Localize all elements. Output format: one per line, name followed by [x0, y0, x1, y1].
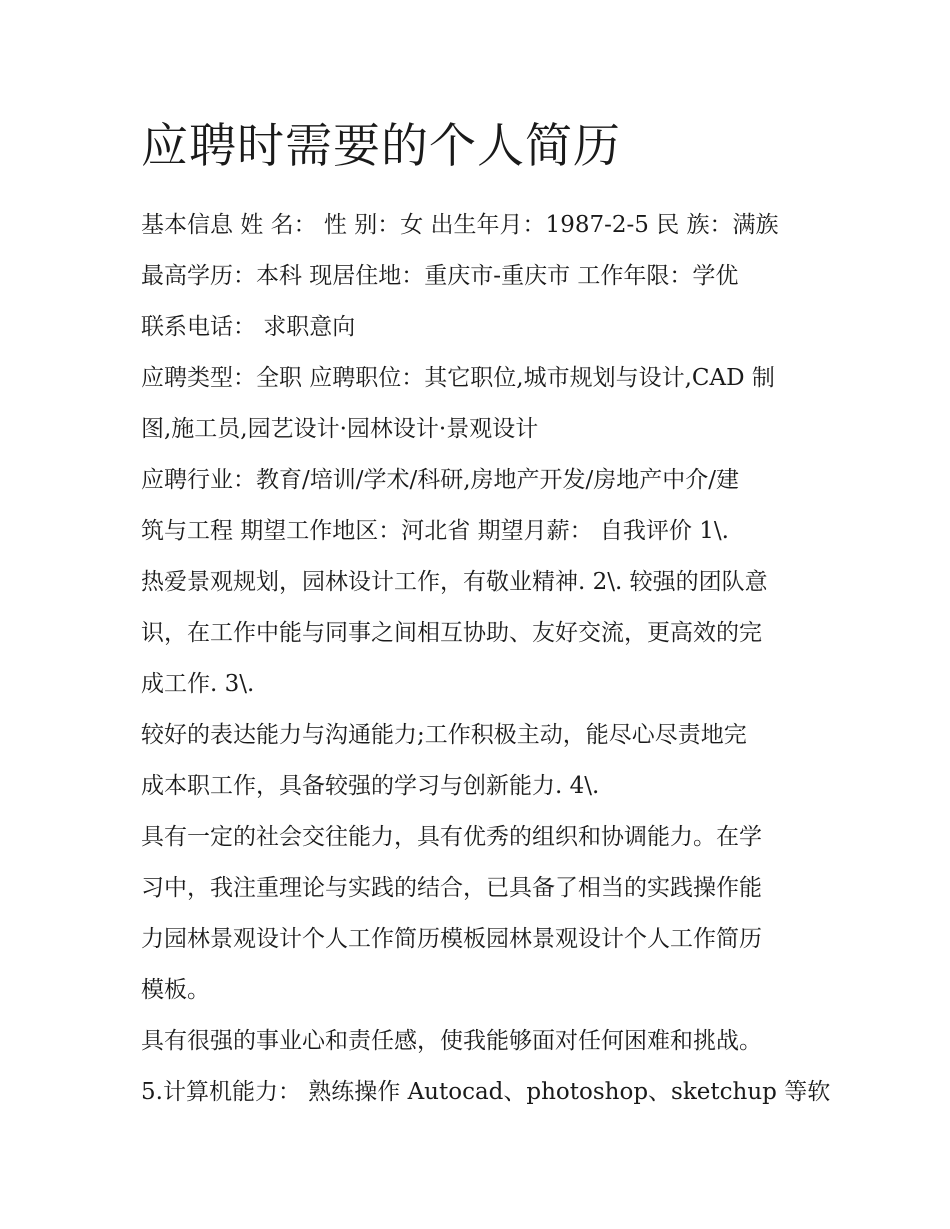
text-line: 热爱景观规划，园林设计工作，有敬业精神. 2\. 较强的团队意: [141, 569, 768, 595]
document-body: [141, 200, 831, 1118]
text-line: 成工作. 3\.: [141, 671, 255, 697]
text-line: 5.计算机能力： 熟练操作 Autocad、photoshop、sketchup 等软: [141, 1079, 831, 1105]
text-line: 筑与工程 期望工作地区：河北省 期望月薪： 自我评价 1\.: [141, 518, 729, 544]
text-line: 习中，我注重理论与实践的结合，已具备了相当的实践操作能: [141, 875, 762, 901]
text-line: 最高学历：本科 现居住地：重庆市-重庆市 工作年限：学优: [141, 263, 739, 289]
text-line: 模板。: [141, 977, 210, 1003]
text-line: 应聘行业：教育/培训/学术/科研,房地产开发/房地产中介/建: [141, 467, 740, 493]
text-line: 应聘类型：全职 应聘职位：其它职位,城市规划与设计,CAD 制: [141, 365, 775, 391]
text-line: 具有很强的事业心和责任感，使我能够面对任何困难和挑战。: [141, 1028, 762, 1054]
text-line: 力园林景观设计个人工作简历模板园林景观设计个人工作简历: [141, 926, 762, 952]
text-line: 联系电话： 求职意向: [141, 314, 356, 340]
text-line: 成本职工作，具备较强的学习与创新能力. 4\.: [141, 773, 600, 799]
document-title: 应聘时需要的个人简历: [141, 119, 621, 174]
text-line: 识，在工作中能与同事之间相互协助、友好交流，更高效的完: [141, 620, 762, 646]
text-line: 具有一定的社会交往能力，具有优秀的组织和协调能力。在学: [141, 824, 762, 850]
text-line: 基本信息 姓 名： 性 别：女 出生年月：1987-2-5 民 族：满族: [141, 212, 779, 238]
text-line: 图,施工员,园艺设计·园林设计·景观设计: [141, 416, 539, 442]
text-line: 较好的表达能力与沟通能力;工作积极主动，能尽心尽责地完: [141, 722, 747, 748]
document-page: [141, 112, 831, 1118]
